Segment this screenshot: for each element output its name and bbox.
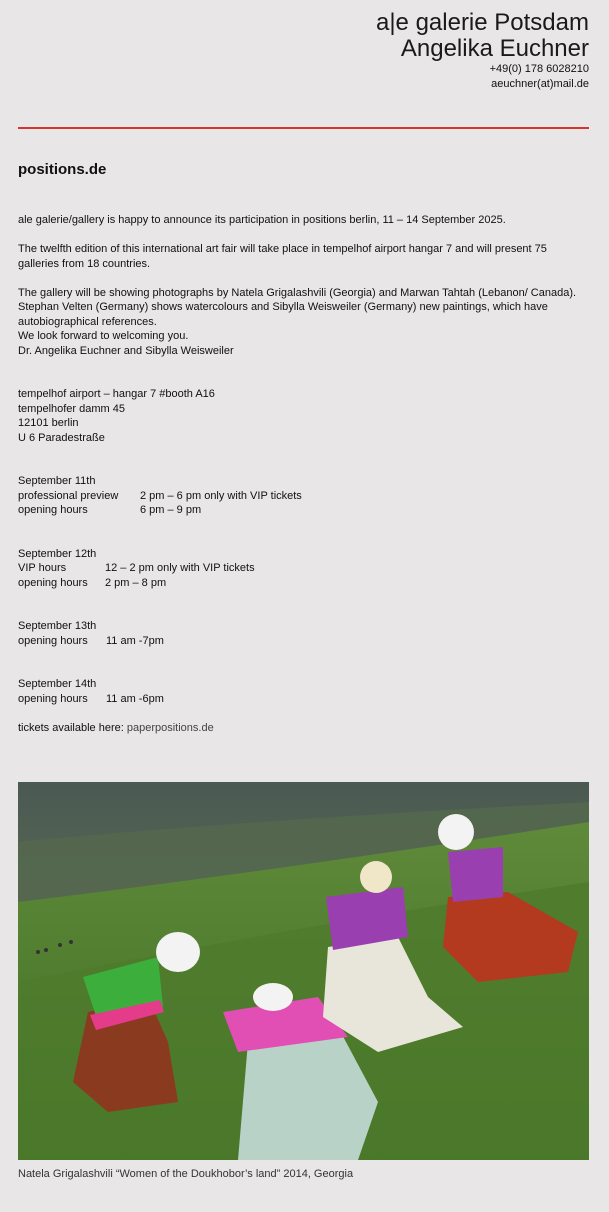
phone-number: +49(0) 178 6028210 [489,63,589,75]
intro-text: ale galerie/gallery is happy to announce its participation in positions berlin, 11 – 14 September 2025. [18,214,506,226]
schedule-date: September 12th [18,547,97,560]
address-line: tempelhofer damm 45 [18,402,125,415]
address-line: 12101 berlin [18,417,79,429]
schedule-value: 2 pm – 8 pm [105,576,167,589]
tickets-link[interactable]: paperpositions.de [126,721,214,734]
tickets-line [18,721,590,736]
schedule-date: September 11th [18,475,96,487]
red-divider [18,127,589,129]
page-title: positions.de [18,161,107,178]
gallery-header [376,10,589,92]
schedule-label: opening hours [18,692,88,705]
tickets-label: tickets available here: [18,721,124,734]
photo-caption: Natela Grigalashvili “Women of the Doukhobor’s land” 2014, Georgia [18,1168,354,1180]
welcome-text: We look forward to welcoming you. [18,330,189,342]
artwork-photo [18,782,589,1160]
photo-illustration [18,782,589,1160]
schedule-value: 11 am -6pm [106,692,164,705]
fair-description: The twelfth edition of this international art fair will take place in tempelhof airport hangar 7 and will present 75 galleries from 18 countries. [18,243,547,270]
gallery-owner: Angelika Euchner [400,35,589,62]
schedule-day-12 [18,547,590,591]
address-line: U 6 Paradestraße [18,431,105,444]
artists-description: The gallery will be showing photographs by Natela Grigalashvili (Georgia) and Marwan Tahtah (Lebanon/ Canada). Stephan Velten (Germany) shows watercolours and Sibylla Weisweiler (Germany) new paintings, which have autobiographical references. [18,286,577,328]
schedule-day-14 [18,677,590,706]
schedule-date: September 13th [18,620,97,632]
schedule-value: 2 pm – 6 pm only with VIP tickets [140,489,302,502]
schedule-day-11 [18,474,590,518]
schedule-label: opening hours [18,576,88,589]
schedule-value: 6 pm – 9 pm [140,504,202,516]
schedule-label: opening hours [18,504,88,516]
schedule-day-13 [18,619,590,648]
schedule-label: professional preview [18,489,119,502]
schedule-label: opening hours [18,634,88,647]
venue-address [18,387,590,445]
schedule-label: VIP hours [18,562,67,574]
signature: Dr. Angelika Euchner and Sibylla Weisweiler [18,344,234,357]
address-line: tempelhof airport – hangar 7 #booth A16 [18,388,215,400]
schedule-date: September 14th [18,678,97,690]
announcement-body [18,213,590,735]
schedule-value: 11 am -7pm [106,634,164,647]
email-address[interactable]: aeuchner(at)mail.de [491,78,589,90]
gallery-name: a|e galerie Potsdam [375,9,589,36]
schedule-value: 12 – 2 pm only with VIP tickets [105,562,255,574]
